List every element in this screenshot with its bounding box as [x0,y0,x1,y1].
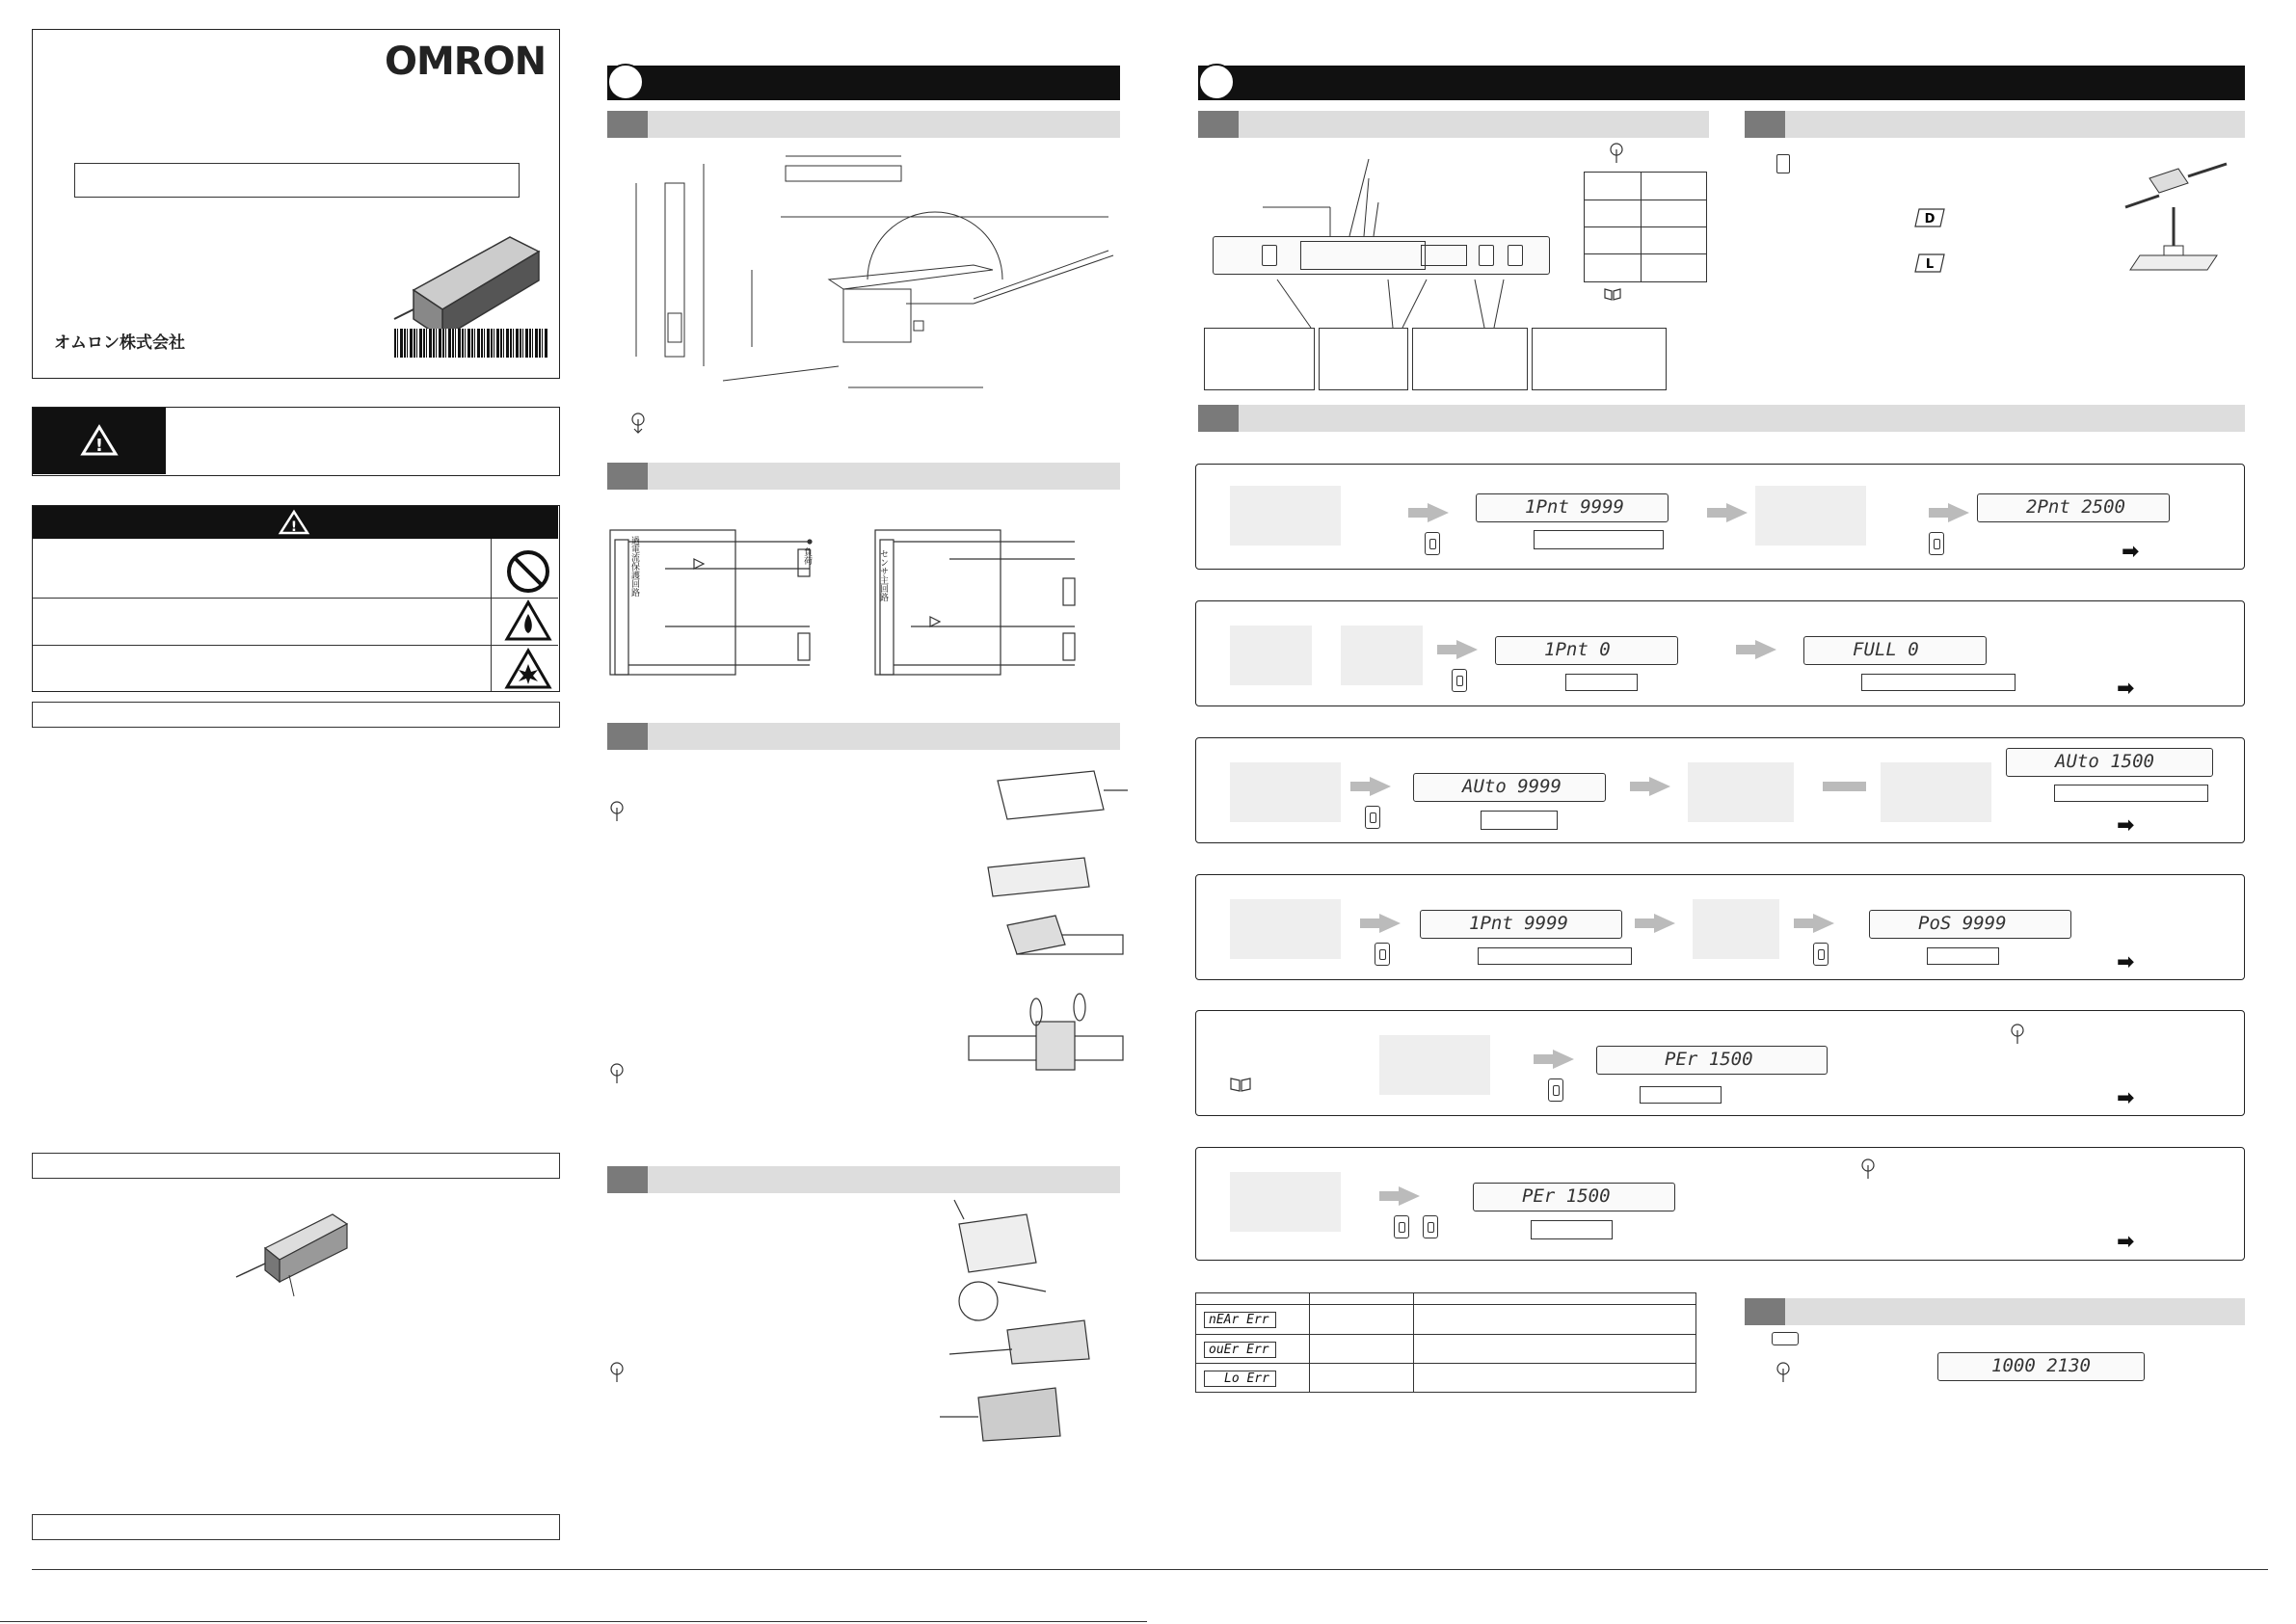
lcd-display [1413,773,1606,802]
scene-fiber [1379,1035,1490,1095]
warning-icon-column [491,539,492,691]
detect-mode-button-icon [1776,154,1790,173]
part-label-box-3 [1412,328,1528,390]
status-box [1481,811,1558,830]
scene-fiber [1881,762,1991,822]
status-box [1478,947,1632,965]
svg-text:L: L [1925,257,1935,272]
teach-button-icon[interactable] [1452,669,1467,692]
warning-table [32,505,560,692]
status-box [1927,947,1999,965]
company-name: オムロン株式会社 [54,333,185,353]
display-bar [1745,1298,2245,1325]
circuit-npn-protect-label: 過電流保護回路 [629,536,639,597]
check-hand-icon [627,410,650,437]
scene-fiber [1230,1172,1341,1232]
flow-arrow [1755,640,1776,659]
status-box [1861,674,2016,691]
scene-object-move [1688,762,1794,822]
amplifier-sketch [236,1210,361,1306]
caution-strip-3 [32,1514,560,1540]
part-label-box-4 [1532,328,1667,390]
error-code: ouEr Err [1204,1342,1276,1358]
display-value: 1Pnt 0 [1544,639,1611,660]
step-panel-4 [1195,874,2245,980]
lcd-display [1977,493,2170,522]
dimensions-bar [607,111,1120,138]
caution-strip-2 [32,1153,560,1179]
bidirectional-arrow [1823,782,1866,791]
footer-rule [32,1569,2268,1570]
product-image [394,223,548,338]
check-hand-icon [2006,1021,2029,1048]
barcode [394,329,548,358]
explosion-hazard-icon [505,649,551,689]
flow-arrow [1370,777,1391,796]
manual-book-icon [1230,1077,1251,1092]
display-value: 2Pnt 2500 [2026,496,2125,518]
part-label-box-1 [1204,328,1315,390]
cover-panel [32,29,560,379]
teach-button-icon[interactable] [1548,1078,1563,1102]
warning-icon [81,425,118,456]
caution-strip-1 [32,702,560,728]
display-value: 1000 2130 [1991,1355,2091,1376]
svg-text:!: ! [290,519,298,535]
check-hand-icon [1772,1359,1795,1386]
flow-arrow [1726,503,1748,522]
error-code: nEAr Err [1204,1312,1276,1328]
section-1-number [607,64,644,100]
dimensions-drawing [607,145,1128,405]
display-value: FULL 0 [1853,639,1919,660]
omron-logo: OMRON [385,40,547,84]
check-hand-icon [1605,140,1628,167]
flow-arrow [1649,777,1670,796]
warning-row-divider-2 [33,645,558,646]
flow-arrow [1456,640,1478,659]
light-on-icon [1913,253,1946,274]
lcd-display [1473,1183,1675,1211]
status-box [1534,530,1664,549]
display-value: AUto 1500 [2055,751,2154,772]
next-arrow: ➡ [2117,1086,2135,1110]
display-value: 1Pnt 9999 [1525,496,1624,518]
flow-arrow [1654,914,1675,933]
caution-tab [33,408,166,474]
part-names-bar [1198,111,1709,138]
detect-illustration [2121,159,2236,275]
teach-button-icon[interactable] [1394,1215,1409,1238]
step-panel-5 [1195,1010,2245,1116]
teach-button-icon[interactable] [1929,532,1944,555]
status-box [2054,785,2208,802]
flow-arrow [1379,914,1401,933]
flow-arrow [1553,1050,1574,1069]
section-1-header [607,66,1120,100]
next-arrow: ➡ [2117,1230,2135,1254]
error-table [1195,1292,1696,1393]
mounting-illustrations [959,752,1133,1108]
scene-background [1341,626,1423,685]
io-circuit-bar [607,463,1120,490]
part-label-box-2 [1319,328,1408,390]
display-value: AUto 9999 [1462,776,1562,797]
flow-arrow [1948,503,1969,522]
section-2-header [1198,66,2245,100]
wiring-illustrations [940,1195,1123,1455]
teach-button-icon[interactable] [1813,943,1829,966]
check-hand-icon [1856,1156,1880,1183]
warning-table-header [33,506,558,539]
next-arrow: ➡ [2122,540,2140,564]
warning-header-icon [279,510,309,535]
teach-button-icon[interactable] [1375,943,1390,966]
flow-arrow [1399,1186,1420,1206]
next-arrow: ➡ [2117,950,2135,974]
display-value: PEr 1500 [1522,1185,1611,1207]
status-box [1565,674,1638,691]
check-hand-icon [605,1060,628,1087]
lcd-display [1869,910,2071,939]
step-panel-3 [1195,737,2245,843]
scene-object [1230,626,1312,685]
lcd-display [1476,493,1669,522]
circuit-npn-load-label: 負荷 [802,547,812,565]
detect-mode-bar [1745,111,2245,138]
manual-book-icon [1604,287,1621,301]
warning-symbol: ! [94,436,104,456]
lcd-display [2006,748,2213,777]
set-button-icon[interactable] [1423,1215,1438,1238]
display-value: PEr 1500 [1665,1049,1753,1070]
scene-fiber [1230,762,1341,822]
status-box [1640,1086,1722,1104]
step-panel-6 [1195,1147,2245,1261]
caution-box [32,407,560,476]
flow-arrow [1813,914,1834,933]
product-name-box [74,163,520,198]
error-code: Lo Err [1204,1371,1276,1387]
warning-row-divider-1 [33,598,558,599]
check-hand-icon [605,1359,628,1386]
teach-button-icon[interactable] [1425,532,1440,555]
status-box [1531,1220,1613,1239]
next-arrow: ➡ [2117,813,2135,838]
scene-background [1230,899,1341,959]
footer-rule-bottom [0,1621,1147,1622]
dark-on-icon [1913,207,1946,228]
lcd-display [1420,910,1622,939]
fire-hazard-icon [505,600,551,641]
display-value: 1Pnt 9999 [1469,913,1568,934]
check-hand-icon [605,798,628,825]
bottom-lcd-display [1937,1352,2145,1381]
lcd-display [1495,636,1678,665]
scene-with-object [1230,486,1341,546]
section-2-number [1198,64,1235,100]
svg-text:D: D [1924,212,1936,226]
circuit-npn [607,520,839,684]
step-panel-2 [1195,600,2245,706]
scene-with-object [1693,899,1779,959]
key-table [1584,172,1707,282]
lcd-display [1803,636,1987,665]
error-table-header [1196,1293,1695,1305]
mounting-bar [607,723,1120,750]
display-switch-icon [1772,1332,1799,1345]
step-panel-1 [1195,464,2245,570]
circuit-pnp [872,520,1104,684]
flow-arrow [1428,503,1449,522]
wiring-bar [607,1166,1120,1193]
lcd-display [1596,1046,1828,1075]
scene-background [1755,486,1866,546]
next-arrow: ➡ [2117,677,2135,701]
teach-button-icon[interactable] [1365,806,1380,829]
display-value: PoS 9999 [1918,913,2007,934]
circuit-pnp-sensor-label: センサ主回路 [878,549,888,601]
teaching-bar [1198,405,2245,432]
prohibition-icon [505,548,551,595]
